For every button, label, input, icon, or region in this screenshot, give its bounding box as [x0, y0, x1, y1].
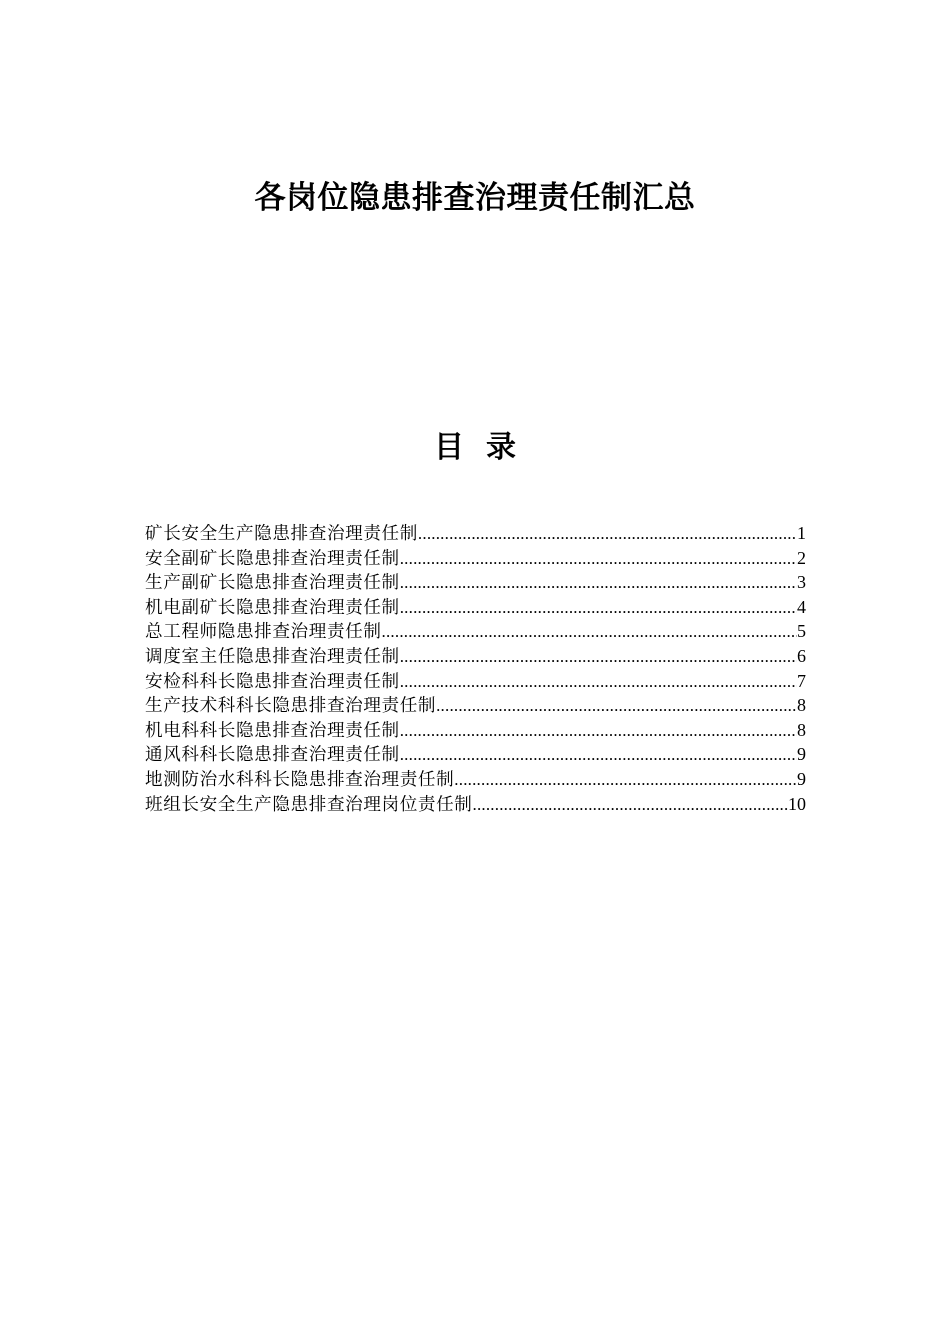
toc-entry-label: 通风科科长隐患排查治理责任制 — [145, 745, 400, 766]
toc-entry[interactable] — [145, 619, 806, 644]
toc-entry-label: 机电副矿长隐患排查治理责任制 — [145, 597, 400, 618]
toc-entry[interactable] — [145, 693, 806, 718]
toc-entry-page: 10 — [788, 793, 806, 814]
toc-entry-page: 8 — [797, 695, 806, 716]
toc-entry-page: 3 — [797, 572, 806, 593]
toc-leader-dots — [436, 694, 797, 718]
toc-entry[interactable] — [145, 669, 806, 694]
toc-leader-dots — [400, 547, 797, 571]
toc-leader-dots — [400, 571, 797, 595]
toc-entry-page: 7 — [797, 670, 806, 691]
document-title: 各岗位隐患排查治理责任制汇总 — [254, 180, 696, 216]
toc-leader-dots — [400, 645, 797, 669]
toc-entry-label: 地测防治水科科长隐患排查治理责任制 — [145, 769, 455, 790]
toc-entry-page: 2 — [797, 547, 806, 568]
toc-entry[interactable] — [145, 521, 806, 546]
toc-entry-label: 矿长安全生产隐患排查治理责任制 — [145, 524, 418, 544]
toc-entry[interactable] — [145, 718, 806, 743]
toc-entry-label: 机电科科长隐患排查治理责任制 — [145, 720, 400, 741]
toc-entry[interactable] — [145, 570, 806, 595]
toc-entry[interactable] — [145, 546, 806, 571]
toc-leader-dots — [400, 670, 797, 694]
toc-heading: 目录 — [434, 430, 538, 465]
toc-entry[interactable] — [145, 767, 806, 792]
toc-entry-label: 生产副矿长隐患排查治理责任制 — [145, 573, 400, 594]
toc-leader-dots — [454, 768, 797, 792]
toc-entry-label: 总工程师隐患排查治理责任制 — [145, 622, 382, 643]
toc-entry-page: 9 — [797, 744, 806, 765]
toc-leader-dots — [400, 596, 797, 620]
toc-entry[interactable] — [145, 742, 806, 767]
toc-entry-page: 4 — [797, 596, 806, 617]
toc-entry-page: 8 — [797, 719, 806, 740]
toc-leader-dots — [382, 620, 797, 644]
toc-entry-label: 生产技术科科长隐患排查治理责任制 — [145, 696, 437, 717]
toc-entry-page: 6 — [797, 645, 806, 666]
toc-entry[interactable] — [145, 792, 806, 817]
toc-leader-dots — [418, 522, 797, 546]
toc-entry-label: 班组长安全生产隐患排查治理岗位责任制 — [145, 794, 473, 815]
table-of-contents — [145, 521, 806, 816]
toc-entry[interactable] — [145, 595, 806, 620]
toc-entry-label: 安全副矿长隐患排查治理责任制 — [145, 548, 400, 569]
toc-leader-dots — [473, 793, 789, 817]
toc-entry-page: 5 — [797, 621, 806, 642]
toc-entry-label: 安检科科长隐患排查治理责任制 — [145, 671, 400, 692]
toc-entry-page: 9 — [797, 768, 806, 789]
toc-entry[interactable] — [145, 644, 806, 669]
toc-leader-dots — [400, 719, 797, 743]
toc-entry-label: 调度室主任隐患排查治理责任制 — [145, 646, 400, 667]
toc-leader-dots — [400, 743, 797, 767]
toc-entry-page: 1 — [797, 523, 806, 543]
